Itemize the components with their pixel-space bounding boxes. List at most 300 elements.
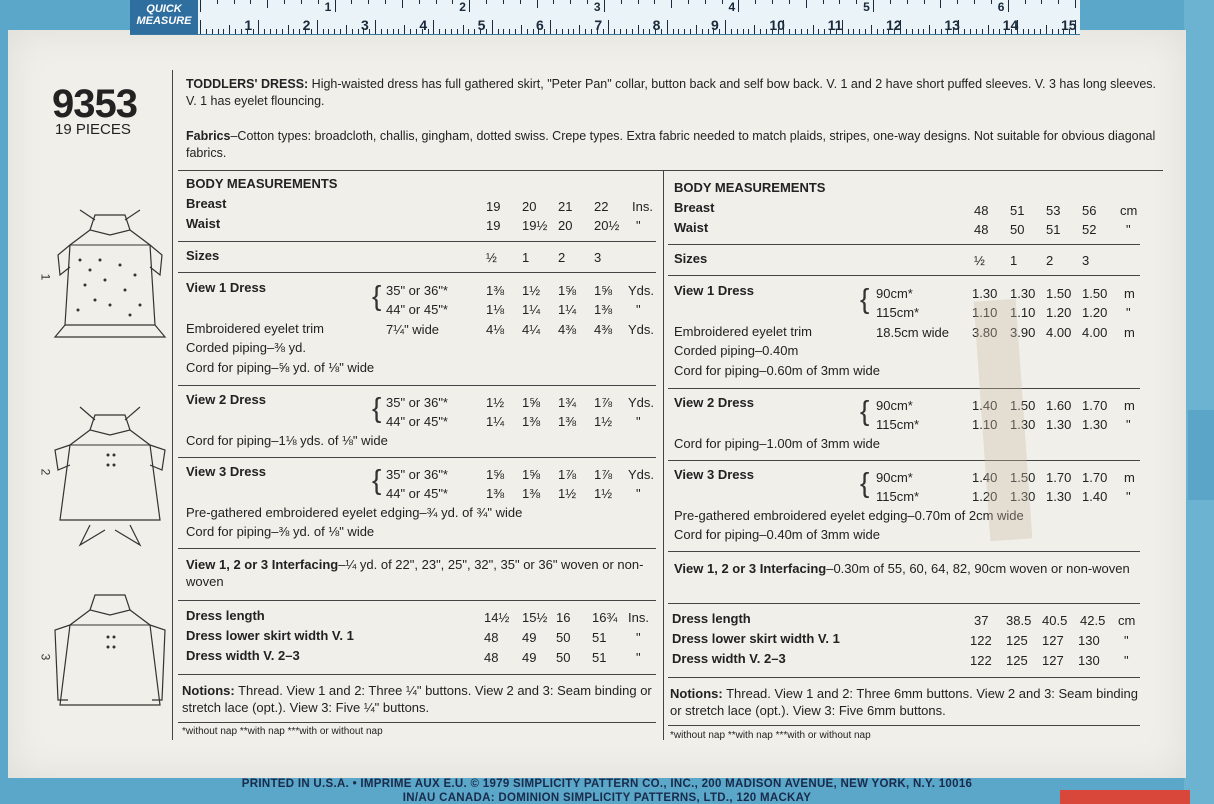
metric-ditto: " [1126,305,1131,320]
ruler-inch-tick [503,0,504,4]
metric-skirt: 125 [1006,633,1028,648]
metric-waist-value: 48 [974,222,989,237]
ruler-tick [492,20,493,34]
metric-breast-label: Breast [674,200,715,215]
ruler-tick [760,29,761,34]
metric-skirt: 130 [1078,633,1100,648]
fabrics-lead: Fabrics [186,129,231,143]
ruler-tick [1058,29,1059,34]
metric-interfacing [674,560,1144,577]
metric-eyelet: 4.00 [1082,325,1108,340]
ruler-inch-tick [1041,0,1042,4]
imperial-width-44: 44" or 45"* [386,486,448,501]
metric-v1-90: 1.50 [1082,286,1108,301]
ruler-tick [439,29,440,34]
ruler-tick [585,29,586,34]
ruler-inch-tick [705,0,706,4]
imperial-interfacing [186,556,656,590]
ruler-tick [620,29,621,34]
view-2-number: 2 [38,468,53,476]
view-1-number: 1 [38,273,53,281]
ruler-inch-tick [234,0,235,4]
view-1-sketch-icon [50,205,170,350]
brace-icon: { [860,283,870,314]
ruler-cm-number: 14 [1002,17,1019,33]
ruler-tick [626,29,627,34]
metric-width-label: Dress width V. 2–3 [672,651,786,666]
imperial-v3-35: 1⅞ [594,467,613,482]
metric-v3-115: 1.40 [1082,489,1108,504]
metric-waist-value: 50 [1010,222,1025,237]
ruler-cm-number: 9 [711,17,719,33]
ruler-inch-tick [217,0,218,4]
ruler-tick [457,29,458,34]
ruler-tick [743,29,744,34]
ruler-inch-tick [873,0,874,12]
metric-view2-label: View 2 Dress [674,395,754,410]
metric-skirt-label: Dress lower skirt width V. 1 [672,631,840,646]
ruler-inch-tick [1075,0,1076,8]
imperial-ditto: " [636,650,641,665]
ruler-tick [579,25,580,34]
ruler-inch-tick [772,0,773,4]
ruler-cm-number: 1 [244,17,253,33]
metric-v3-115: 1.20 [972,489,998,504]
imperial-waist-value: 19½ [522,218,548,233]
metric-eyelet-label: Embroidered eyelet trim [674,324,812,339]
ruler-tick [468,29,469,34]
imperial-breast-value: 20 [522,199,537,214]
ruler-tick [258,20,259,34]
envelope-edge [1184,0,1214,804]
imperial-v3-35: 1⅝ [486,467,505,482]
ruler-inch-tick [385,0,386,4]
ruler-cm-number: 13 [944,17,960,33]
brace-icon: { [372,280,382,311]
ruler-tick [906,29,907,34]
imperial-v2-35: 1½ [486,395,505,410]
imperial-v3-35: 1⅝ [522,467,541,482]
ruler-tick [708,29,709,34]
ruler-tick [824,29,825,34]
metric-width-90: 90cm* [876,470,913,485]
metric-v2-115: 1.30 [1082,417,1108,432]
imperial-v1-35: 1⅝ [594,283,613,298]
metric-m: m [1124,470,1135,485]
ruler-tick [282,29,283,34]
metric-width-90: 90cm* [876,286,913,301]
ruler-tick [515,29,516,34]
imperial-heading: BODY MEASUREMENTS [186,176,338,191]
ruler-cm-number: 8 [652,17,661,33]
ruler-tick [428,29,429,34]
metric-view1-label: View 1 Dress [674,283,754,298]
ruler-tick [912,29,913,34]
ruler-tick [853,29,854,34]
metric-eyelet: 3.80 [972,325,998,340]
ruler-tick [935,29,936,34]
metric-notions-body: Thread. View 1 and 2: Three 6mm buttons. View 2 and 3: Seam binding or stretch lace (opt.). View 3: Five 6mm buttons. [670,686,1139,718]
fabrics-body: –Cotton types: broadcloth, challis, gingham, dotted swiss. Crepe types. Extra fabric needed to match plaids, stripes, one-way designs. Not suitable for obvious diagonal fabrics. [186,129,1156,160]
imperial-length: 15½ [522,610,548,625]
metric-ditto: " [1126,222,1131,237]
ruler-tick [865,29,866,34]
ruler-inch-tick [436,0,437,4]
ruler-tick [725,20,726,34]
metric-m: m [1124,398,1135,413]
ruler-tick [661,29,662,34]
ruler-tick [638,25,639,34]
metric-unit: cm [1120,203,1138,218]
imperial-v3-35: 1⅞ [558,467,577,482]
imperial-v1-44: 1⅜ [594,302,613,317]
rule [668,725,1140,726]
ruler-tick [818,29,819,34]
metric-ditto: " [1126,489,1131,504]
metric-v2-115: 1.10 [972,417,998,432]
imperial-width-35: 35" or 36"* [386,467,448,482]
metric-v3-115: 1.30 [1010,489,1036,504]
metric-cord-v3: Cord for piping–0.40m of 3mm wide [674,527,880,542]
imperial-pregathered: Pre-gathered embroidered eyelet edging–¾ yd. of ¾" wide [186,505,523,520]
imperial-width-44: 44" or 45"* [386,302,448,317]
metric-size: 3 [1082,253,1090,268]
ruler-tick [433,20,434,34]
imperial-ditto: " [636,486,641,501]
ruler-tick [334,29,335,34]
ruler-inch-number: 2 [459,0,466,14]
imperial-interfacing-body: –¼ yd. of 22", 23", 25", 32", 35" or 36" woven or non-woven [186,557,644,589]
metric-length: 38.5 [1006,613,1032,628]
metric-v1-115: 1.20 [1046,305,1072,320]
ruler-inch-number: 4 [728,0,736,14]
metric-v3-90: 1.40 [972,470,998,485]
ruler-label-line2: MEASURE [136,15,192,27]
ruler-tick [381,29,382,34]
envelope-red-strip [1060,790,1190,804]
ruler-inch-tick [452,0,453,4]
rule [178,722,656,723]
description [186,76,1161,110]
ruler-tick [848,29,849,34]
metric-size: 2 [1046,253,1054,268]
metric-width-115: 115cm* [876,489,920,504]
ruler-tick [299,29,300,34]
ruler-tick [521,25,522,34]
ruler-inch-tick [335,0,336,12]
imperial-size: ½ [486,250,497,265]
metric-width: 127 [1042,653,1064,668]
metric-v3-90: 1.70 [1082,470,1108,485]
imperial-view3-label: View 3 Dress [186,464,266,479]
ruler-tick [795,29,796,34]
ruler-inch-tick [419,0,420,4]
imperial-v2-44: 1½ [594,414,613,429]
envelope-tab [1188,410,1214,500]
ruler-tick [807,29,808,34]
ruler-tick [982,29,983,34]
ruler-tick [702,29,703,34]
imperial-notions-lead: Notions: [182,683,235,698]
imperial-notions-body: Thread. View 1 and 2: Three ¼" buttons. View 2 and 3: Seam binding or stretch lace (opt.). View 3: Five ¼" buttons. [182,683,652,715]
metric-interfacing-lead: View 1, 2 or 3 Interfacing [674,561,827,576]
rule [178,241,656,242]
ruler-inch-tick [318,0,319,4]
ruler-inch-tick [604,0,605,12]
brace-icon: { [860,467,870,498]
metric-cord-v1: Cord for piping–0.60m of 3mm wide [674,363,880,378]
fabrics [186,128,1161,162]
rule [178,272,656,273]
ruler-tick [684,29,685,34]
ruler-tick [568,29,569,34]
rule [668,460,1140,461]
ruler-tick [445,29,446,34]
table-center-rule [663,170,664,740]
ruler-tick [358,29,359,34]
ruler-tick [766,29,767,34]
view-3-number: 3 [38,653,53,661]
ruler-tick [212,29,213,34]
imperial-ditto: " [636,218,641,233]
metric-v1-90: 1.30 [1010,286,1036,301]
imperial-sizes-label: Sizes [186,248,220,263]
quick-measure-ruler [130,0,1080,35]
metric-eyelet-width: 18.5cm wide [876,325,949,340]
ruler-tick [970,29,971,34]
metric-unit: cm [1118,613,1136,628]
imperial-size: 2 [558,250,566,265]
ruler-tick [253,29,254,34]
metric-sizes-label: Sizes [674,251,708,266]
imperial-skirt-label: Dress lower skirt width V. 1 [186,628,354,643]
imperial-view1-label: View 1 Dress [186,280,266,295]
brace-icon: { [860,395,870,426]
metric-breast-value: 51 [1010,203,1025,218]
imperial-v1-35: 1⅜ [486,283,505,298]
ruler-tick [1023,29,1024,34]
ruler-tick [643,29,644,34]
imperial-eyelet: 4⅜ [558,322,577,337]
rule [668,551,1140,552]
ruler-inch-tick [856,0,857,4]
imperial-breast-value: 22 [594,199,609,214]
ruler-inch-tick [654,0,655,4]
imperial-width: 51 [592,650,607,665]
metric-v2-90: 1.70 [1082,398,1108,413]
metric-skirt: 127 [1042,633,1064,648]
imperial-yds: Yds. [628,322,655,337]
imperial-v3-44: 1½ [594,486,613,501]
ruler-inch-number: 3 [593,0,601,14]
ruler-tick [352,29,353,34]
ruler-tick [649,29,650,34]
ruler-tick [1052,29,1053,34]
pattern-number: 9353 [52,82,137,126]
rule [178,674,656,675]
ruler-tick [976,29,977,34]
imperial-waist-value: 20½ [594,218,620,233]
metric-v1-115: 1.10 [1010,305,1036,320]
metric-length: 40.5 [1042,613,1068,628]
ruler-tick [562,29,563,34]
ruler-tick [416,29,417,34]
rule [668,244,1140,245]
ruler-inch-tick [1025,0,1026,4]
imperial-skirt: 49 [522,630,537,645]
metric-ditto: " [1124,653,1129,668]
imperial-v2-35: 1¾ [558,395,577,410]
table-top-rule [178,170,1163,171]
imperial-yds: Yds. [628,283,655,298]
ruler-tick [229,25,230,34]
ruler-tick [241,29,242,34]
imperial-breast-label: Breast [186,196,227,211]
ruler-tick [235,29,236,34]
ruler-tick [398,29,399,34]
ruler-tick [667,20,668,34]
footer-canada: IN/AU CANADA: DOMINION SIMPLICITY PATTERNS, LTD., 120 MACKAY [402,792,812,804]
ruler-tick [632,29,633,34]
metric-v2-90: 1.40 [972,398,998,413]
ruler-tick [218,29,219,34]
metric-width: 125 [1006,653,1028,668]
rule [668,603,1140,604]
imperial-ditto: " [636,630,641,645]
rule [668,275,1140,276]
ruler-inch-tick [755,0,756,4]
ruler-tick [323,29,324,34]
ruler-inch-tick [671,0,672,8]
ruler-tick [311,29,312,34]
imperial-unit: Ins. [628,610,649,625]
ruler-tick [369,29,370,34]
imperial-width-35: 35" or 36"* [386,395,448,410]
ruler-label-line1: QUICK [146,3,182,15]
ruler-tick [451,29,452,34]
ruler-inch-tick [974,0,975,4]
ruler-tick [964,29,965,34]
ruler-tick [696,25,697,34]
ruler-inch-tick [200,0,201,12]
metric-length-label: Dress length [672,611,751,626]
imperial-breast-value: 21 [558,199,573,214]
ruler-tick [498,29,499,34]
ruler-inch-tick [301,0,302,4]
ruler-cm-number: 2 [302,17,311,33]
ruler-inch-tick [486,0,487,4]
imperial-v2-44: 1⅜ [522,414,541,429]
ruler-inch-tick [1008,0,1009,12]
imperial-width: 50 [556,650,571,665]
ruler-tick [200,20,201,34]
metric-v2-115: 1.30 [1010,417,1036,432]
metric-breast-value: 48 [974,203,989,218]
imperial-eyelet: 4⅛ [486,322,505,337]
metric-length: 37 [974,613,989,628]
ruler-tick [929,25,930,34]
rule [668,677,1140,678]
brace-icon: { [372,392,382,423]
metric-skirt: 122 [970,633,992,648]
ruler-tick [474,29,475,34]
ruler-tick [859,29,860,34]
ruler-tick [719,29,720,34]
ruler-tick [754,25,755,34]
ruler-inch-tick [1058,0,1059,4]
imperial-waist-value: 20 [558,218,573,233]
imperial-length: 14½ [484,610,510,625]
imperial-length: 16¾ [592,610,618,625]
ruler-cm-number: 3 [361,17,369,33]
ruler-inch-number: 5 [863,0,870,14]
ruler-inch-number: 6 [997,0,1005,14]
brace-icon: { [372,464,382,495]
imperial-interfacing-lead: View 1, 2 or 3 Interfacing [186,557,339,572]
imperial-width-44: 44" or 45"* [386,414,448,429]
metric-eyelet: 4.00 [1046,325,1072,340]
ruler-inch-tick [638,0,639,4]
metric-heading: BODY MEASUREMENTS [674,180,826,195]
ruler-cm-number: 7 [594,17,603,33]
ruler-tick [533,29,534,34]
ruler-cm-number: 4 [419,17,428,33]
ruler-inch-tick [839,0,840,4]
metric-v2-90: 1.60 [1046,398,1072,413]
metric-width: 130 [1078,653,1100,668]
ruler-inch-tick [469,0,470,12]
ruler-tick [801,29,802,34]
ruler-tick [1046,25,1047,34]
ruler-inch-tick [537,0,538,8]
metric-m: m [1124,325,1135,340]
rule [668,388,1140,389]
imperial-cord-v2: Cord for piping–1⅛ yds. of ⅛" wide [186,433,388,448]
imperial-v2-35: 1⅝ [522,395,541,410]
ruler-inch-tick [267,0,268,8]
imperial-waist-label: Waist [186,216,221,231]
metric-v1-90: 1.50 [1046,286,1072,301]
imperial-v1-35: 1⅝ [558,283,577,298]
ruler-inch-tick [940,0,941,8]
ruler-tick [573,29,574,34]
imperial-yds: Yds. [628,395,655,410]
ruler-tick [1034,29,1035,34]
imperial-unit: Ins. [632,199,653,214]
ruler-tick [346,25,347,34]
ruler-inch-tick [368,0,369,4]
metric-ditto: " [1126,417,1131,432]
imperial-v2-35: 1⅞ [594,395,613,410]
ruler-tick [404,25,405,34]
ruler-tick [678,29,679,34]
metric-v3-90: 1.70 [1046,470,1072,485]
metric-corded-piping: Corded piping–0.40m [674,343,799,358]
ruler-tick [288,25,289,34]
ruler-tick [293,29,294,34]
metric-v3-115: 1.30 [1046,489,1072,504]
ruler-tick [1028,29,1029,34]
metric-v1-115: 1.10 [972,305,998,320]
ruler-tick [591,29,592,34]
imperial-width-label: Dress width V. 2–3 [186,648,300,663]
ruler-tick [941,29,942,34]
metric-v3-90: 1.50 [1010,470,1036,485]
imperial-eyelet-label: Embroidered eyelet trim [186,321,324,336]
ruler-tick [813,25,814,34]
left-column-rule [172,70,173,740]
ruler-tick [737,29,738,34]
